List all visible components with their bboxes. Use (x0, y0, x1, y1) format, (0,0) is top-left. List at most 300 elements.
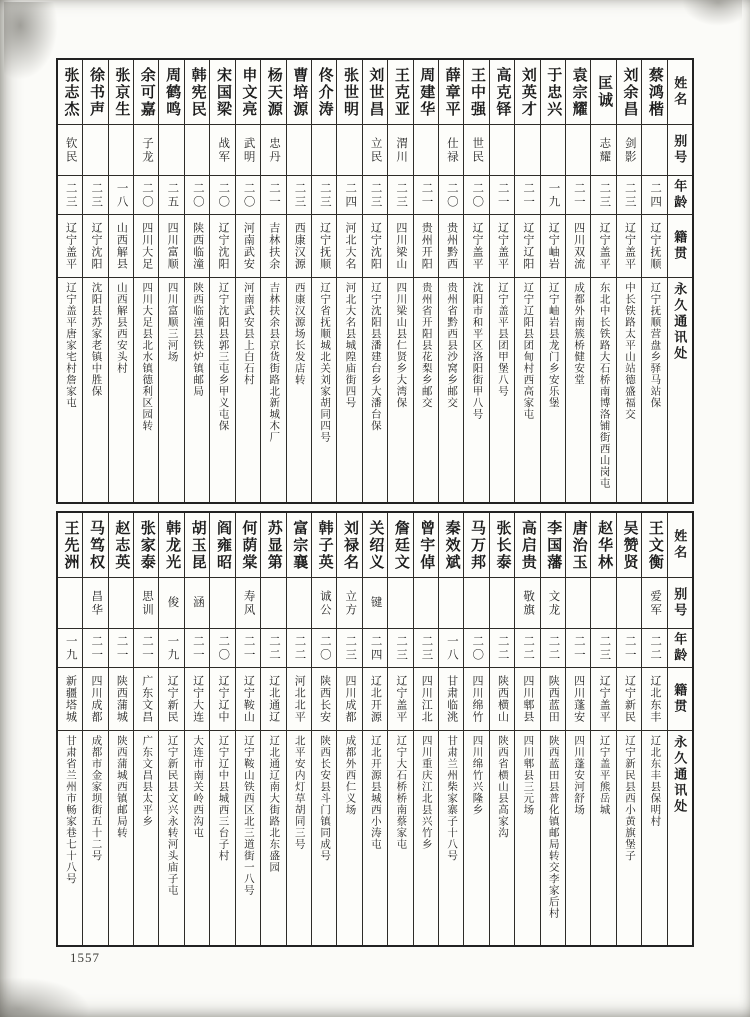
native-cell (312, 668, 336, 731)
native-cell (134, 668, 158, 731)
person-column (286, 513, 311, 945)
header-cell (668, 278, 692, 502)
native-text: 辽宁沈阳 (216, 222, 229, 270)
header-cell (668, 176, 692, 215)
address-text: 吉林扶余县京货街路北新城木厂 (268, 282, 280, 443)
address-text: 辽宁大石桥桥南蔡家屯 (395, 735, 407, 850)
age-cell (287, 176, 311, 215)
age-cell (464, 629, 488, 668)
native-cell (388, 668, 412, 731)
native-text: 辽宁抚顺 (318, 222, 331, 270)
alias-cell (109, 125, 133, 176)
native-cell (388, 215, 412, 278)
name-cell (134, 60, 158, 125)
name-cell (515, 60, 539, 125)
native-cell (414, 215, 438, 278)
age-cell (159, 176, 183, 215)
native-cell (159, 215, 183, 278)
address-cell (541, 731, 565, 945)
age-text: 一八 (115, 181, 128, 209)
address-text: 辽宁沈阳县郭三屯乡甲义屯保 (217, 282, 229, 432)
name-cell (134, 513, 158, 578)
address-cell (541, 278, 565, 502)
alias-cell (134, 125, 158, 176)
native-text: 辽宁盖平 (598, 222, 611, 270)
name-cell (515, 513, 539, 578)
person-column (158, 60, 183, 502)
address-text: 陕西临潼县铁炉镇邮局 (192, 282, 204, 397)
native-text: 贵州开阳 (420, 222, 433, 270)
address-cell (236, 731, 260, 945)
alias-text: 忠丹 (268, 136, 281, 164)
person-column (286, 60, 311, 502)
alias-cell (414, 578, 438, 629)
name-text: 关绍义 (367, 519, 384, 571)
alias-cell (185, 578, 209, 629)
address-text: 四川富顺三河场 (166, 282, 178, 363)
alias-cell (109, 578, 133, 629)
name-cell (439, 60, 463, 125)
address-cell (134, 278, 158, 502)
age-text: 二〇 (217, 181, 230, 209)
person-column (108, 60, 133, 502)
native-cell (642, 215, 666, 278)
age-cell (642, 176, 666, 215)
alias-cell (388, 125, 412, 176)
native-text: 辽北通辽 (267, 675, 280, 723)
person-column (616, 513, 641, 945)
address-text: 辽宁新民县西小黄旗堡子 (623, 735, 635, 862)
alias-cell (58, 125, 82, 176)
address-text: 成都外西仁义场 (344, 735, 356, 816)
address-cell (58, 278, 82, 502)
age-text: 二五 (166, 181, 179, 209)
age-text: 二一 (572, 634, 585, 662)
age-cell (541, 629, 565, 668)
native-cell (261, 215, 285, 278)
age-cell (617, 629, 641, 668)
address-cell (185, 278, 209, 502)
alias-text: 剑影 (623, 136, 636, 164)
native-text: 辽北东丰 (648, 675, 661, 723)
alias-cell (337, 578, 361, 629)
address-cell (159, 731, 183, 945)
person-column (108, 513, 133, 945)
age-cell (515, 629, 539, 668)
age-cell (617, 176, 641, 215)
native-text: 陕西蒲城 (115, 675, 128, 723)
alias-text: 诚公 (318, 589, 331, 617)
address-cell (261, 278, 285, 502)
name-cell (236, 60, 260, 125)
name-text: 薛章平 (443, 66, 460, 118)
alias-text: 志耀 (598, 136, 611, 164)
age-text: 二三 (344, 634, 357, 662)
roster-table-top (56, 58, 694, 504)
header-cell (668, 578, 692, 629)
address-cell (642, 731, 666, 945)
name-text: 秦效斌 (443, 519, 460, 571)
age-cell (210, 176, 234, 215)
address-cell (388, 278, 412, 502)
name-text: 王先洲 (62, 519, 79, 571)
address-cell (337, 278, 361, 502)
name-text: 曹培源 (291, 66, 308, 118)
name-text: 吴赞贤 (621, 519, 638, 571)
name-cell (617, 60, 641, 125)
age-cell (541, 176, 565, 215)
address-text: 四川梁山县仁贤乡大湾保 (395, 282, 407, 409)
age-text: 二二 (522, 634, 535, 662)
header-label: 姓名 (672, 76, 688, 108)
native-text: 陕西蓝田 (547, 675, 560, 723)
alias-text: 寿风 (242, 589, 255, 617)
name-text: 张志杰 (62, 66, 79, 118)
alias-cell (83, 125, 107, 176)
native-text: 辽宁抚顺 (648, 222, 661, 270)
alias-cell (261, 125, 285, 176)
native-text: 辽宁盖平 (394, 675, 407, 723)
age-cell (642, 629, 666, 668)
address-cell (439, 278, 463, 502)
address-text: 辽北开源县城西小涛屯 (369, 735, 381, 850)
alias-cell (185, 125, 209, 176)
age-cell (490, 629, 514, 668)
age-text: 二三 (90, 181, 103, 209)
age-text: 一九 (166, 634, 179, 662)
address-text: 甘肃省兰州市畅家巷七十八号 (65, 735, 77, 885)
address-cell (312, 731, 336, 945)
native-cell (464, 215, 488, 278)
alias-text: 仕禄 (445, 136, 458, 164)
native-cell (617, 668, 641, 731)
address-text: 河北大名县城隍庙街四号 (344, 282, 356, 409)
name-text: 韩宪民 (189, 66, 206, 118)
native-text: 辽宁沈阳 (89, 222, 102, 270)
age-text: 二一 (141, 634, 154, 662)
address-cell (109, 731, 133, 945)
age-text: 二〇 (242, 181, 255, 209)
age-cell (312, 629, 336, 668)
alias-cell (159, 578, 183, 629)
age-text: 二一 (115, 634, 128, 662)
alias-text: 思训 (141, 589, 154, 617)
native-text: 四川梁山 (394, 222, 407, 270)
alias-cell (591, 578, 615, 629)
alias-cell (439, 125, 463, 176)
address-text: 陕西长安县斗门镇同成号 (319, 735, 331, 862)
name-cell (185, 513, 209, 578)
name-text: 高启贵 (519, 519, 536, 571)
header-column (667, 60, 692, 502)
person-column (260, 60, 285, 502)
age-cell (287, 629, 311, 668)
age-cell (388, 176, 412, 215)
native-text: 吉林扶余 (267, 222, 280, 270)
person-column (158, 513, 183, 945)
age-cell (261, 629, 285, 668)
name-cell (312, 60, 336, 125)
native-cell (439, 215, 463, 278)
alias-cell (566, 125, 590, 176)
name-text: 申文亮 (240, 66, 257, 118)
native-cell (287, 215, 311, 278)
alias-text: 昌华 (90, 589, 103, 617)
name-text: 刘世昌 (367, 66, 384, 118)
age-text: 二一 (90, 634, 103, 662)
person-column (260, 513, 285, 945)
name-text: 张长泰 (494, 519, 511, 571)
name-text: 曾宇倬 (418, 519, 435, 571)
age-text: 二三 (598, 634, 611, 662)
alias-text: 子龙 (141, 136, 154, 164)
age-text: 二二 (547, 634, 560, 662)
native-text: 辽宁盖平 (598, 675, 611, 723)
person-column (540, 513, 565, 945)
age-cell (363, 176, 387, 215)
age-text: 二一 (496, 181, 509, 209)
native-text: 陕西临潼 (191, 222, 204, 270)
name-cell (287, 60, 311, 125)
address-cell (363, 731, 387, 945)
address-cell (210, 731, 234, 945)
native-text: 四川成都 (344, 675, 357, 723)
native-cell (617, 215, 641, 278)
alias-cell (490, 578, 514, 629)
native-text: 河北大名 (344, 222, 357, 270)
address-cell (617, 731, 641, 945)
address-cell (464, 278, 488, 502)
age-text: 二四 (369, 634, 382, 662)
address-cell (591, 278, 615, 502)
person-column (311, 60, 336, 502)
native-text: 四川郫县 (521, 675, 534, 723)
address-text: 四川郫县三元场 (522, 735, 534, 816)
address-cell (83, 731, 107, 945)
name-text: 阎雍昭 (214, 519, 231, 571)
alias-cell (464, 578, 488, 629)
address-text: 贵州省开阳县花梨乡邮交 (420, 282, 432, 409)
address-cell (134, 731, 158, 945)
name-cell (363, 513, 387, 578)
native-cell (261, 668, 285, 731)
name-text: 张家泰 (138, 519, 155, 571)
alias-cell (134, 578, 158, 629)
alias-text: 敬旗 (522, 589, 535, 617)
age-cell (439, 176, 463, 215)
person-column (58, 60, 82, 502)
name-text: 刘英才 (519, 66, 536, 118)
native-text: 四川绵竹 (471, 675, 484, 723)
person-column (82, 60, 107, 502)
name-cell (439, 513, 463, 578)
native-text: 辽宁大连 (191, 675, 204, 723)
age-text: 一八 (445, 634, 458, 662)
native-text: 四川蓬安 (572, 675, 585, 723)
person-column (413, 513, 438, 945)
address-text: 辽宁盖平唐家宅村詹家屯 (65, 282, 77, 409)
address-text: 辽宁辽中县城西三台子村 (217, 735, 229, 862)
alias-cell (236, 578, 260, 629)
address-cell (337, 731, 361, 945)
address-text: 四川蓬安河舒场 (573, 735, 585, 816)
native-cell (464, 668, 488, 731)
alias-text: 渭川 (395, 136, 408, 164)
person-column (133, 513, 158, 945)
address-cell (58, 731, 82, 945)
name-cell (388, 60, 412, 125)
native-cell (159, 668, 183, 731)
address-cell (236, 278, 260, 502)
native-cell (185, 668, 209, 731)
alias-cell (541, 125, 565, 176)
address-cell (287, 278, 311, 502)
name-cell (185, 60, 209, 125)
age-cell (236, 176, 260, 215)
age-text: 二二 (293, 634, 306, 662)
name-text: 富宗襄 (291, 519, 308, 571)
address-text: 北平安内灯草胡同三号 (293, 735, 305, 850)
header-label: 别号 (672, 134, 688, 166)
name-text: 苏显第 (265, 519, 282, 571)
address-cell (185, 731, 209, 945)
name-text: 马万邦 (469, 519, 486, 571)
address-cell (414, 731, 438, 945)
address-text: 辽宁鞍山铁西区北三道街一八号 (242, 735, 254, 896)
native-cell (185, 215, 209, 278)
alias-text: 钦民 (64, 136, 77, 164)
address-text: 西康汉源场长发店转 (293, 282, 305, 386)
address-text: 四川大足县北水镇德利区园转 (141, 282, 153, 432)
native-cell (591, 215, 615, 278)
age-text: 二三 (395, 634, 408, 662)
age-cell (515, 176, 539, 215)
age-cell (591, 176, 615, 215)
alias-text: 立民 (369, 136, 382, 164)
age-cell (210, 629, 234, 668)
age-text: 二三 (420, 634, 433, 662)
alias-cell (642, 578, 666, 629)
native-text: 陕西长安 (318, 675, 331, 723)
person-column (590, 60, 615, 502)
name-text: 王克亚 (392, 66, 409, 118)
age-text: 二二 (649, 634, 662, 662)
address-text: 辽宁沈阳县潘建台乡大潘台保 (369, 282, 381, 432)
native-cell (58, 668, 82, 731)
address-cell (439, 731, 463, 945)
age-text: 二三 (293, 181, 306, 209)
age-text: 二四 (649, 181, 662, 209)
native-cell (363, 215, 387, 278)
name-text: 刘禄名 (342, 519, 359, 571)
age-text: 二三 (395, 181, 408, 209)
address-cell (464, 731, 488, 945)
alias-cell (210, 125, 234, 176)
native-cell (490, 668, 514, 731)
age-text: 二三 (623, 181, 636, 209)
name-text: 韩龙光 (164, 519, 181, 571)
person-column (514, 513, 539, 945)
age-cell (337, 629, 361, 668)
name-text: 李国藩 (545, 519, 562, 571)
native-text: 辽宁盖平 (623, 222, 636, 270)
person-column (209, 60, 234, 502)
native-text: 辽宁岫岩 (547, 222, 560, 270)
age-text: 二〇 (471, 634, 484, 662)
address-cell (159, 278, 183, 502)
alias-text: 俊 (166, 596, 179, 610)
person-column (641, 60, 666, 502)
header-cell (668, 125, 692, 176)
person-column (413, 60, 438, 502)
alias-text: 世民 (471, 136, 484, 164)
address-text: 陕西省横山县高家沟 (496, 735, 508, 839)
header-label: 籍贯 (672, 683, 688, 715)
name-text: 徐书声 (87, 66, 104, 118)
name-text: 赵志英 (113, 519, 130, 571)
native-text: 辽宁盖平 (471, 222, 484, 270)
alias-cell (287, 578, 311, 629)
native-cell (515, 668, 539, 731)
address-text: 辽北东丰县保明村 (649, 735, 661, 827)
person-column (616, 60, 641, 502)
person-column (311, 513, 336, 945)
alias-cell (464, 125, 488, 176)
age-cell (159, 629, 183, 668)
native-text: 四川成都 (89, 675, 102, 723)
native-text: 辽宁新民 (623, 675, 636, 723)
native-text: 辽宁辽阳 (521, 222, 534, 270)
address-text: 贵州省黔西县沙窝乡邮交 (446, 282, 458, 409)
person-column (438, 60, 463, 502)
native-text: 贵州黔西 (445, 222, 458, 270)
alias-cell (617, 578, 641, 629)
native-text: 辽宁辽中 (216, 675, 229, 723)
name-text: 余可嘉 (138, 66, 155, 118)
person-column (489, 513, 514, 945)
name-cell (83, 513, 107, 578)
person-column (362, 60, 387, 502)
address-cell (515, 731, 539, 945)
age-cell (58, 629, 82, 668)
address-cell (490, 278, 514, 502)
native-text: 河南武安 (242, 222, 255, 270)
native-text: 新疆塔城 (64, 675, 77, 723)
address-text: 山西解县西安头村 (115, 282, 127, 374)
native-cell (490, 215, 514, 278)
name-cell (464, 513, 488, 578)
native-text: 辽宁沈阳 (369, 222, 382, 270)
name-text: 周建华 (418, 66, 435, 118)
alias-cell (236, 125, 260, 176)
alias-cell (159, 125, 183, 176)
native-cell (109, 215, 133, 278)
alias-cell (210, 578, 234, 629)
header-label: 年龄 (672, 632, 688, 664)
age-cell (566, 176, 590, 215)
header-column (667, 513, 692, 945)
native-text: 广东文昌 (140, 675, 153, 723)
scan-artifact (4, 2, 58, 80)
age-cell (261, 176, 285, 215)
header-label: 永久通讯处 (672, 735, 688, 815)
alias-cell (312, 125, 336, 176)
header-cell (668, 513, 692, 578)
name-cell (337, 60, 361, 125)
age-cell (591, 629, 615, 668)
name-cell (388, 513, 412, 578)
age-cell (236, 629, 260, 668)
